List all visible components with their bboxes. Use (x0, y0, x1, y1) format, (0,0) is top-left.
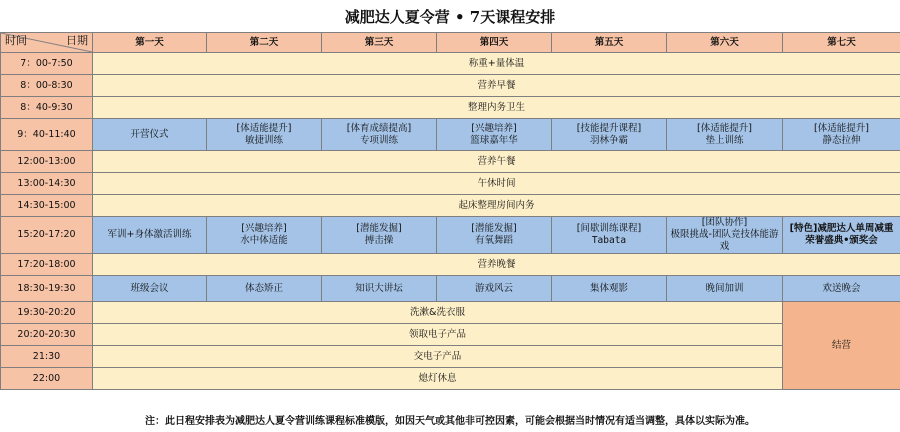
table-row (1, 346, 900, 368)
activity-cell: 集体观影 (552, 276, 667, 302)
header-row (1, 33, 900, 53)
activity-cell: 知识大讲坛 (322, 276, 437, 302)
activity-tag: [体适能提升] (236, 122, 292, 134)
time-cell: 18:30-19:30 (1, 276, 93, 302)
time-cell: 17:20-18:00 (1, 254, 93, 276)
time-cell: 8：40-9:30 (1, 97, 93, 119)
activity-name: 水中体适能 (240, 235, 288, 246)
time-cell: 14:30-15:00 (1, 195, 93, 217)
activity-name: 搏击操 (364, 235, 394, 246)
activity-name: 垫上训练 (705, 134, 744, 146)
day-header-4: 第四天 (437, 33, 552, 53)
activity-cell: 营养晚餐 (93, 254, 900, 276)
page-title: 减肥达人夏令营 • 7天课程安排 (344, 7, 556, 26)
activity-tag: [潜能发掘] (471, 223, 517, 234)
activity-name: 军训+身体激活训练 (107, 229, 192, 240)
day-header-3: 第三天 (322, 33, 437, 53)
time-cell: 20:20-20:30 (1, 324, 93, 346)
table-row (1, 217, 900, 254)
activity-cell (783, 119, 900, 151)
activity-cell (207, 119, 322, 151)
activity-tag: [体适能提升] (697, 122, 752, 134)
activity-name: 专项训练 (359, 134, 398, 146)
activity-cell (437, 119, 552, 151)
activity-name: 敏捷训练 (244, 134, 283, 146)
activity-cell (322, 217, 437, 254)
time-cell: 21:30 (1, 346, 93, 368)
activity-name: 羽林争霸 (589, 134, 628, 146)
activity-cell: 领取电子产品 (93, 324, 783, 346)
time-cell: 9：40-11:40 (1, 119, 93, 151)
activity-name: Tabata (591, 235, 627, 246)
activity-name: 荣誉盛典•颁奖会 (805, 235, 878, 246)
time-cell: 19:30-20:20 (1, 302, 93, 324)
activity-tag: [兴趣培养] (471, 122, 517, 134)
table-row (1, 97, 900, 119)
day-header-7: 第七天 (783, 33, 900, 53)
activity-cell: 起床整理房间内务 (93, 195, 900, 217)
activity-cell (667, 119, 783, 151)
activity-name: 有氧舞蹈 (474, 235, 513, 246)
activity-cell (437, 217, 552, 254)
activity-cell (93, 119, 207, 151)
activity-cell (667, 217, 783, 254)
activity-name: 开营仪式 (130, 128, 169, 140)
corner-time-label: 时间 (5, 34, 27, 47)
activity-tag: [兴趣培养] (241, 223, 287, 234)
activity-cell (93, 217, 207, 254)
activity-cell: 熄灯休息 (93, 368, 783, 390)
activity-tag: [体适能提升] (814, 122, 869, 134)
time-cell: 8：00-8:30 (1, 75, 93, 97)
time-cell: 22:00 (1, 368, 93, 390)
table-row (1, 195, 900, 217)
activity-tag: [潜能发掘] (356, 223, 402, 234)
activity-cell: 洗漱&洗衣服 (93, 302, 783, 324)
activity-cell (322, 119, 437, 151)
activity-cell: 交电子产品 (93, 346, 783, 368)
activity-name: 静态拉伸 (822, 134, 861, 146)
time-cell: 12:00-13:00 (1, 151, 93, 173)
table-row (1, 302, 900, 324)
table-row (1, 53, 900, 75)
activity-cell (207, 217, 322, 254)
activity-cell: 班级会议 (93, 276, 207, 302)
table-row (1, 75, 900, 97)
table-row (1, 173, 900, 195)
time-cell: 15:20-17:20 (1, 217, 93, 254)
table-row (1, 368, 900, 390)
corner-date-label: 日期 (66, 34, 88, 47)
table-row (1, 254, 900, 276)
activity-cell: 营养午餐 (93, 151, 900, 173)
activity-cell (552, 217, 667, 254)
activity-cell (783, 217, 900, 254)
day-header-6: 第六天 (667, 33, 783, 53)
activity-cell (552, 119, 667, 151)
day-header-1: 第一天 (93, 33, 207, 53)
time-cell: 7：00-7:50 (1, 53, 93, 75)
schedule-table (0, 32, 900, 390)
activity-tag: [团队协作] (701, 217, 748, 228)
activity-cell: 晚间加训 (667, 276, 783, 302)
activity-cell: 午休时间 (93, 173, 900, 195)
day-header-2: 第二天 (207, 33, 322, 53)
corner-cell (1, 33, 93, 53)
activity-cell: 欢送晚会 (783, 276, 900, 302)
footnote: 注：此日程安排表为减肥达人夏令营训练课程标准模版，如因天气或其他非可控因素，可能会根据当时情况有适当调整，具体以实际为准。 (145, 415, 755, 427)
camp-end-cell: 结营 (783, 302, 900, 390)
table-row (1, 151, 900, 173)
activity-tag: [特色]减肥达人单周减重 (789, 223, 894, 234)
activity-cell: 体态矫正 (207, 276, 322, 302)
activity-cell: 整理内务卫生 (93, 97, 900, 119)
activity-tag: [体育成绩提高] (346, 122, 412, 134)
activity-cell: 营养早餐 (93, 75, 900, 97)
activity-cell: 称重+量体温 (93, 53, 900, 75)
time-cell: 13:00-14:30 (1, 173, 93, 195)
day-header-5: 第五天 (552, 33, 667, 53)
activity-cell: 游戏风云 (437, 276, 552, 302)
activity-tag: [技能提升课程] (576, 122, 642, 134)
activity-name: 篮球嘉年华 (470, 134, 518, 146)
table-row (1, 324, 900, 346)
table-row (1, 119, 900, 151)
table-row (1, 276, 900, 302)
activity-name: 极限挑战-团队竞技体能游戏 (670, 229, 779, 252)
activity-tag: [间歇训练课程] (576, 223, 642, 234)
